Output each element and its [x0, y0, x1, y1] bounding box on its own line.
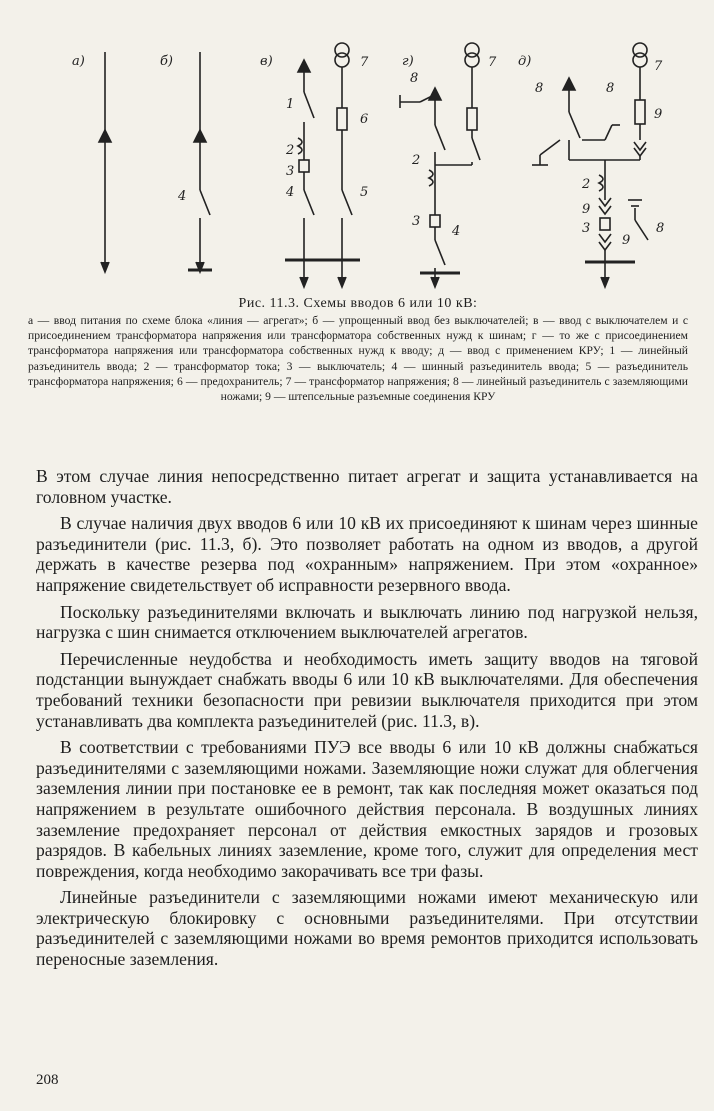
label-d9b: 9	[582, 202, 591, 217]
label-g2: 2	[412, 153, 421, 168]
label-g7: 7	[488, 55, 497, 70]
scheme-d	[532, 43, 648, 287]
caption-body: а — ввод питания по схеме блока «линия — агрегат»; б — упрощенный ввод без выключателей; в — ввод с выключателем и с присоединением трансформатора напряжения или трансформатора собственных нужд к шинам; г — то же с присоединением трансформатора напряжения или трансформатора собственных нужд к вводу; д — ввод с применением КРУ; 1 — линейный разъединитель ввода; 2 — трансформатор тока; 3 — выключатель; 4 — шинный разъединитель ввода; 5 — разъединитель трансформатора напряжения; 6 — предохранитель; 7 — трансформатор напряжения; 8 — линейный разъединитель с заземляющими ножами; 9 — штепсельные разъемные соединения КРУ	[28, 314, 688, 404]
label-v5: 5	[360, 185, 369, 200]
scheme-label-d: д)	[518, 54, 532, 69]
body-text	[36, 466, 698, 976]
scheme-v	[285, 43, 360, 287]
input-schemes-diagram	[60, 30, 680, 300]
label-v4: 4	[286, 185, 295, 200]
paragraph: В случае наличия двух вводов 6 или 10 кВ их присоединяют к шинам через шинные разъединители (рис. 11.3, б). Это позволяет работать на одном из вводов, а другой держать в качестве резерва под «охранным» напряжением. При этом «охранное» напряжение свидетельствует об исправности резервного ввода.	[36, 513, 698, 595]
label-v6: 6	[360, 112, 369, 127]
scheme-label-g: г)	[402, 54, 414, 69]
paragraph: Поскольку разъединителями включать и выключать линию под нагрузкой нельзя, нагрузка с шин снимается отключением выключателей агрегатов.	[36, 601, 698, 643]
scheme-label-b: б)	[160, 54, 174, 69]
label-g8: 8	[410, 71, 419, 86]
paragraph: Перечисленные неудобства и необходимость иметь защиту вводов на тяговой подстанции вынуждает снабжать вводы 6 или 10 кВ выключателями. Для обеспечения требований техники безопасности при ревизии выключателя приходится при этом устанавливать два комплекта разъединителей (рис. 11.3, в).	[36, 648, 698, 731]
label-v2: 2	[286, 143, 295, 158]
caption-title: Рис. 11.3. Схемы вводов 6 или 10 кВ:	[238, 296, 478, 311]
label-g3: 3	[412, 214, 421, 229]
label-d8a: 8	[535, 81, 544, 96]
label-d9a: 9	[654, 107, 663, 122]
label-d8c: 8	[656, 221, 665, 236]
label-d3: 3	[582, 221, 591, 236]
paragraph: В этом случае линия непосредственно питает агрегат и защита устанавливается на головном участке.	[36, 466, 698, 507]
label-v3: 3	[286, 164, 295, 179]
scheme-label-v: в)	[260, 54, 273, 69]
label-v7: 7	[360, 55, 369, 70]
paragraph: Линейные разъединители с заземляющими ножами имеют механическую или электрическую блокировку с основными разъединителями. При отсутствии разъединителей с заземляющими ножами во время ремонтов приходится использовать переносные заземления.	[36, 887, 698, 970]
scheme-b	[188, 52, 212, 272]
figure-caption	[28, 296, 688, 404]
label-b4: 4	[178, 189, 187, 204]
label-d7: 7	[654, 59, 663, 74]
label-d2: 2	[582, 177, 591, 192]
paragraph: В соответствии с требованиями ПУЭ все вводы 6 или 10 кВ должны снабжаться разъединителями с заземляющими ножами. Заземляющие ножи служат для облегчения заземления линии при постановке ее в ремонт, так как последняя может оказаться под напряжением в результате ошибочного действия персонала. В воздушных линиях заземление предохраняет персонал от действия емкостных зарядов и грозовых разрядов. В кабельных линиях заземление, кроме того, служит для определения мест повреждения, когда необходимо закорачивать все три фазы.	[36, 737, 698, 881]
page-number: 208	[36, 1072, 59, 1088]
scheme-a	[99, 52, 111, 272]
label-d8b: 8	[606, 81, 615, 96]
label-v1: 1	[286, 97, 295, 112]
circuit-figure	[60, 30, 680, 300]
label-g4: 4	[452, 224, 461, 239]
label-d9c: 9	[622, 233, 631, 248]
scheme-label-a: а)	[72, 54, 85, 69]
